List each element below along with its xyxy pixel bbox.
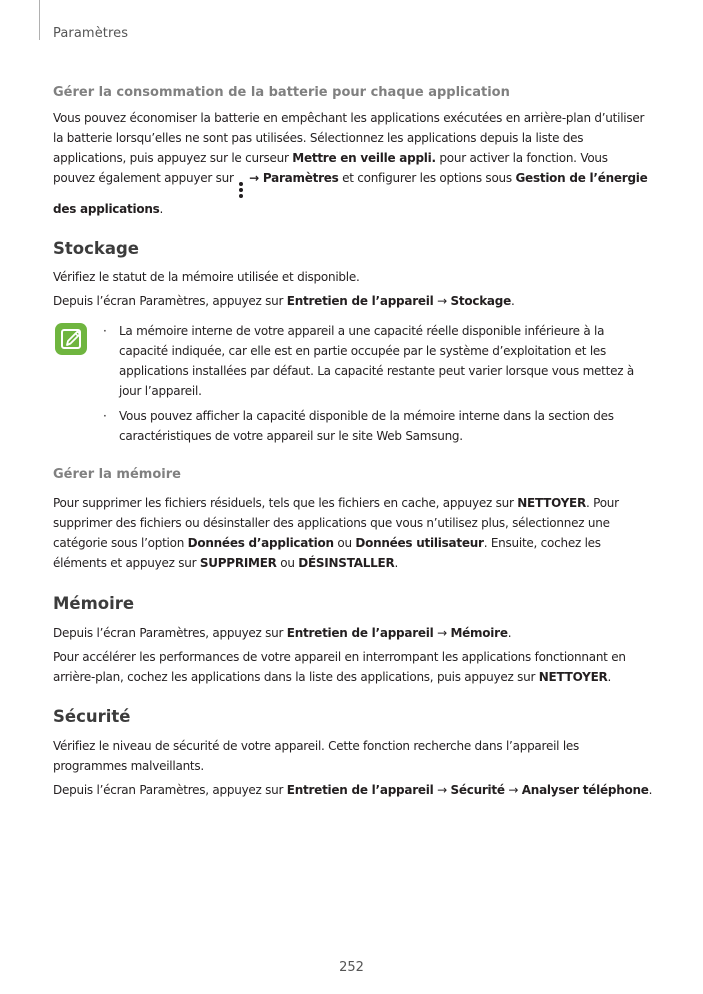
page-header-title: Paramètres — [53, 26, 129, 41]
security-paragraph-2: Depuis l’écran Paramètres, appuyez sur Entretien de l’appareil → Sécurité → Analyser téléphone. — [53, 783, 653, 797]
storage-note — [53, 321, 653, 446]
bullet: · — [103, 324, 107, 338]
storage-heading: Stockage — [53, 239, 139, 258]
storage-paragraph-2: Depuis l’écran Paramètres, appuyez sur Entretien de l’appareil → Stockage. — [53, 294, 515, 308]
manage-memory-subheading: Gérer la mémoire — [53, 467, 181, 482]
note-item: · Vous pouvez afficher la capacité disponible de la mémoire interne dans la section des caractéristiques de votre appareil sur le site Web Samsung. — [102, 406, 653, 446]
storage-note-list — [102, 321, 653, 446]
bullet: · — [103, 409, 107, 423]
memory-paragraph-1: Depuis l’écran Paramètres, appuyez sur Entretien de l’appareil → Mémoire. — [53, 626, 512, 640]
battery-paragraph: Vous pouvez économiser la batterie en empêchant les applications exécutées en arrière-plan d’utiliser la batterie lorsqu’elles ne sont pas utilisées. Sélectionnez les applications depuis la liste des applications, puis appuyez sur le curseur Mettre en veille appli. pour activer la fonction. Vous pouvez également appuyer sur → Paramètres et configurer les options sous Gestion de l’énergie des applications. — [53, 111, 648, 216]
page-number: 252 — [339, 960, 364, 975]
security-paragraph-1: Vérifiez le niveau de sécurité de votre appareil. Cette fonction recherche dans l’appareil les programmes malveillants. — [53, 739, 580, 773]
page-content — [53, 84, 653, 800]
note-item: · La mémoire interne de votre appareil a une capacité réelle disponible inférieure à la capacité indiquée, car elle est en partie occupée par le système d’exploitation et les applications installées par défaut. La capacité restante peut varier lorsque vous mettez à jour l’appareil. — [102, 321, 653, 401]
security-heading: Sécurité — [53, 707, 131, 726]
memory-paragraph-2: Pour accélérer les performances de votre appareil en interrompant les applications fonctionnant en arrière-plan, cochez les applications dans la liste des applications, puis appuyez sur NETTOYER. — [53, 650, 626, 684]
battery-subheading: Gérer la consommation de la batterie pour chaque application — [53, 85, 510, 100]
header-divider — [39, 0, 40, 40]
manage-memory-paragraph: Pour supprimer les fichiers résiduels, tels que les fichiers en cache, appuyez sur NETTOYER. Pour supprimer des fichiers ou désinstaller des applications que vous n’utilisez plus, sélectionnez une catégorie sous l’option Données d’application ou Données utilisateur. Ensuite, cochez les éléments et appuyez sur SUPPRIMER ou DÉSINSTALLER. — [53, 496, 619, 570]
storage-paragraph-1: Vérifiez le statut de la mémoire utilisée et disponible. — [53, 270, 360, 284]
memory-heading: Mémoire — [53, 594, 135, 613]
note-pencil-icon — [55, 323, 87, 355]
more-options-icon — [239, 181, 243, 199]
